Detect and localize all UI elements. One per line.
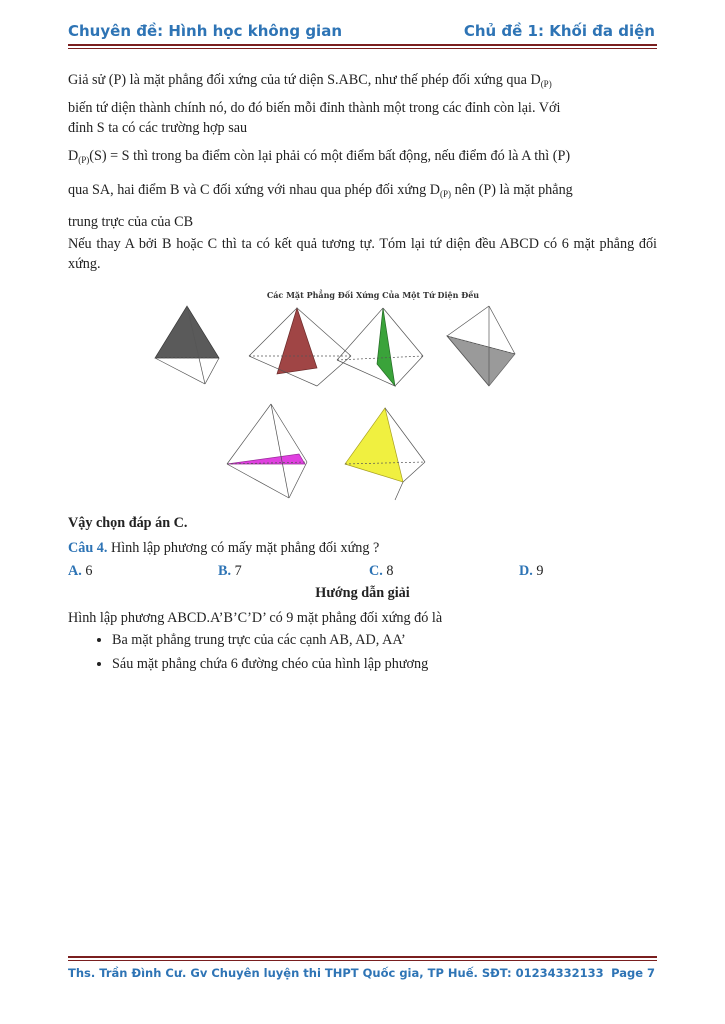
option-value: 6 [85,563,93,579]
option-a[interactable] [68,563,92,580]
solution-text [68,608,657,676]
header-chapter: Chủ đề 1: Khối đa diện [463,22,655,40]
option-letter: D. [519,563,533,579]
line-5a: qua SA, hai điểm B và C đối xứng với nhau qua phép đối xứng D [68,182,441,198]
tetrahedron-2 [249,308,351,386]
answer-options [68,563,657,583]
option-b[interactable] [218,563,242,580]
footer-author: Ths. Trần Đình Cư. Gv Chuyên luyện thi THPT Quốc gia, TP Huế. SĐT: 01234332133 [68,966,604,980]
answer-line: Vậy chọn đáp án C. [68,515,188,531]
footer-rule [68,956,657,958]
line-3: đỉnh S ta có các trường hợp sau [68,120,248,136]
tetrahedron-3 [337,308,423,386]
page-header [68,22,657,44]
header-rule [68,44,657,46]
question-label: Câu 4. [68,540,108,556]
list-item: • Ba mặt phẳng trung trực của các cạnh AB, AD, AA’ [112,628,657,652]
solution-heading: Hướng dẫn giải [315,585,410,601]
line-4b: (S) = S thì trong ba điểm còn lại phải có một điểm bất động, nếu điểm đó là A thì (P) [89,148,571,164]
header-topic: Chuyên đề: Hình học không gian [68,22,342,40]
tetrahedron-1 [155,306,219,384]
option-value: 7 [234,563,242,579]
line-6: trung trực của của CB [68,214,194,230]
line-5b: nên (P) là mặt phẳng [451,182,573,198]
figure-title: Các Mặt Phẳng Đối Xứng Của Một Tứ Diện Đều [266,290,480,300]
footer-rule-thin [68,960,657,961]
subscript: (P) [440,189,452,199]
tetrahedron-4 [447,306,515,386]
page-footer [68,966,657,980]
page-number: Page 7 [611,966,655,980]
question-4 [68,538,657,558]
option-letter: A. [68,563,82,579]
line-1: Giả sử (P) là mặt phẳng đối xứng của tứ diện S.ABC, như thế phép đối xứng qua D [68,72,541,88]
line-4a: D [68,148,79,164]
header-rule-thin [68,48,657,49]
tetrahedron-6 [345,408,425,500]
tetrahedron-5 [227,404,307,498]
option-letter: B. [218,563,232,579]
option-value: 8 [386,563,394,579]
solution-intro: Hình lập phương ABCD.A’B’C’D’ có 9 mặt phẳng đối xứng đó là [68,610,443,626]
option-d[interactable] [519,563,543,580]
line-2: biến tứ diện thành chính nó, do đó biến mỗi đỉnh thành một trong các đỉnh còn lại. Với [68,100,561,116]
question-text: Hình lập phương có mấy mặt phẳng đối xứng ? [107,540,380,556]
option-c[interactable] [369,563,393,580]
option-value: 9 [536,563,544,579]
solution-list [68,628,657,676]
option-letter: C. [369,563,383,579]
subscript: (P) [540,79,552,89]
tetrahedron-figure [127,276,596,508]
subscript: (P) [78,155,90,165]
list-item: • Sáu mặt phẳng chứa 6 đường chéo của hình lập phương [112,652,657,676]
tetrahedra-illustration [127,276,596,508]
proof-text [68,70,657,274]
line-7: Nếu thay A bởi B hoặc C thì ta có kết quả tương tự. Tóm lại tứ diện đều ABCD có 6 mặt phẳng đối xứng. [68,236,657,272]
